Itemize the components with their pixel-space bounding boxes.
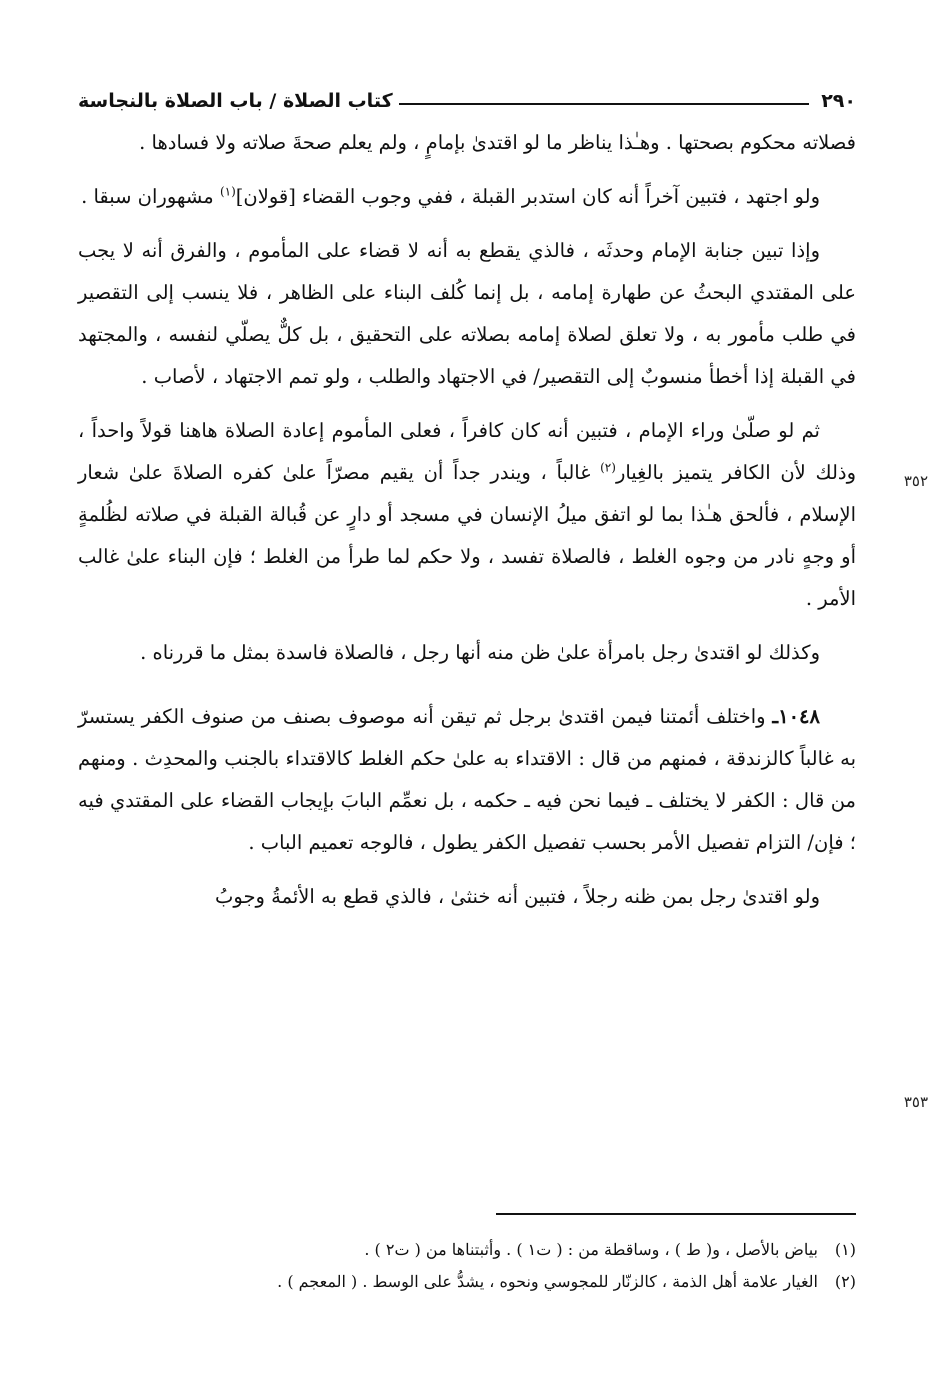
main-text	[78, 122, 856, 930]
paragraph-5: وكذلك لو اقتدىٰ رجل بامرأة علىٰ ظن منه أنها رجل ، فالصلاة فاسدة بمثل ما قررناه .	[140, 641, 820, 664]
footnote-ref-1[interactable]: (١)	[219, 184, 236, 199]
footnote-ref-2[interactable]: (٢)	[600, 460, 616, 475]
footnote-text: الغيار علامة أهل الذمة ، كالزنّار للمجوسي ونحوه ، يشدُّ على الوسط . ( المعجم ) .	[277, 1272, 818, 1291]
footnote-text: بياض بالأصل ، و( ط ) ، وساقطة من : ( ت١ ) . وأثبتناها من ( ت٢ ) .	[364, 1240, 818, 1259]
issue-number: ١٠٤٨ـ	[772, 705, 820, 728]
paragraph-3: وإذا تبين جنابة الإمام وحدثَه ، فالذي يقطع به أنه لا قضاء على المأموم ، والفرق أنه لا يجب على المقتدي البحثُ عن طهارة إمامه ، بل إنما كُلف البناء على الظاهر ، فلا ينسب إلى التقصير في طلب مأمور به ، ولا تعلق لصلاة إمامه بصلاته على التحقيق ، بل كلٌّ يصلّي لنفسه ، والمجتهد في القبلة إذا أخطأ منسوبٌ إلى التقصير/ في الاجتهاد والطلب ، ولو تمم الاجتهاد ، لأصاب .	[78, 239, 856, 388]
paragraph-2: ولو اجتهد ، فتبين آخراً أنه كان استدبر القبلة ، ففي وجوب القضاء [قولان]$^{(١)}$ مشهوران سبقا .	[81, 184, 820, 208]
running-header	[78, 78, 856, 112]
footnote-separator	[496, 1213, 856, 1215]
footnotes	[78, 1234, 856, 1298]
footnote-number: (١)	[834, 1240, 856, 1259]
paragraph-4: ثم لو صلّىٰ وراء الإمام ، فتبين أنه كان كافراً ، فعلى المأموم إعادة الصلاة هاهنا قولاً واحداً ، وذلك لأن الكافر يتميز بالغِيار$^{(٢)}$ غالباً ، ويندر جداً أن يقيم مصرّاً علىٰ كفره الصلاةَ علىٰ شعار الإسلام ، فألحق هـٰذا بما لو اتفق ميلُ الإنسان في مسجد أو دارٍ عن قُبالة القبلة في صلاته لظُلمةٍ أو وجهٍ نادر من وجوه الغلط ، فالصلاة تفسد ، ولا حكم لما طرأ من الغلط ؛ فإن البناء علىٰ غالب الأمر .	[78, 419, 856, 610]
footnote-2	[78, 1266, 856, 1298]
paragraph-1: فصلاته محكوم بصحتها . وهـٰذا يناظر ما لو اقتدىٰ بإمامٍ ، ولم يعلم صحةَ صلاته ولا فسادها .	[139, 131, 856, 154]
footnote-number: (٢)	[834, 1272, 856, 1291]
margin-folio-number: ٣٥٣	[903, 1093, 928, 1111]
footnote-1	[78, 1234, 856, 1266]
paragraph-7: ولو اقتدىٰ رجل بمن ظنه رجلاً ، فتبين أنه خنثىٰ ، فالذي قطع به الأئمةُ وجوبُ	[215, 885, 820, 908]
margin-folio-number: ٣٥٢	[903, 472, 928, 490]
running-title: كتاب الصلاة / باب الصلاة بالنجاسة	[78, 90, 393, 112]
page-number: ٢٩٠	[821, 90, 856, 112]
paragraph-6: ١٠٤٨ـ واختلف أئمتنا فيمن اقتدىٰ برجل ثم تيقن أنه موصوف بصنف من صنوف الكفر يستسرّ به غالباً كالزندقة ، فمنهم من قال : الاقتداء به علىٰ حكم الغلط كالاقتداء بالجنب والمحدِث . ومنهم من قال : الكفر لا يختلف ـ فيما نحن فيه ـ حكمه ، بل نعمِّم البابَ بإيجاب القضاء على المقتدي فيه ؛ فإن/ التزام تفصيل الأمر بحسب تفصيل الكفر يطول ، فالوجه تعميم الباب .	[78, 705, 856, 854]
header-rule	[399, 103, 810, 105]
